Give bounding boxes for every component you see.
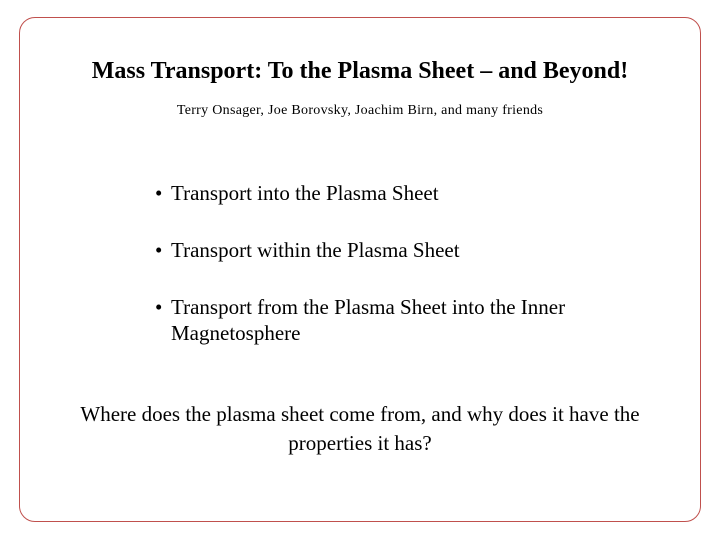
bullet-item-within (155, 237, 625, 263)
closing-question: Where does the plasma sheet come from, and why does it have the properties it has? (80, 402, 640, 455)
slide-authors: Terry Onsager, Joe Borovsky, Joachim Birn, and many friends (176, 103, 544, 118)
bullet-dot-icon: • (155, 295, 163, 319)
bullet-text: Transport within the Plasma Sheet (171, 238, 460, 262)
bullet-item-from (155, 294, 625, 346)
bullet-dot-icon: • (155, 181, 163, 205)
bullet-text: Transport from the Plasma Sheet into the Inner Magnetosphere (171, 295, 566, 345)
bullet-dot-icon: • (155, 238, 163, 262)
slide-title: Mass Transport: To the Plasma Sheet – and Beyond! (91, 58, 629, 84)
bullet-list (155, 180, 625, 377)
bullet-text: Transport into the Plasma Sheet (171, 181, 439, 205)
bullet-item-into (155, 180, 625, 206)
